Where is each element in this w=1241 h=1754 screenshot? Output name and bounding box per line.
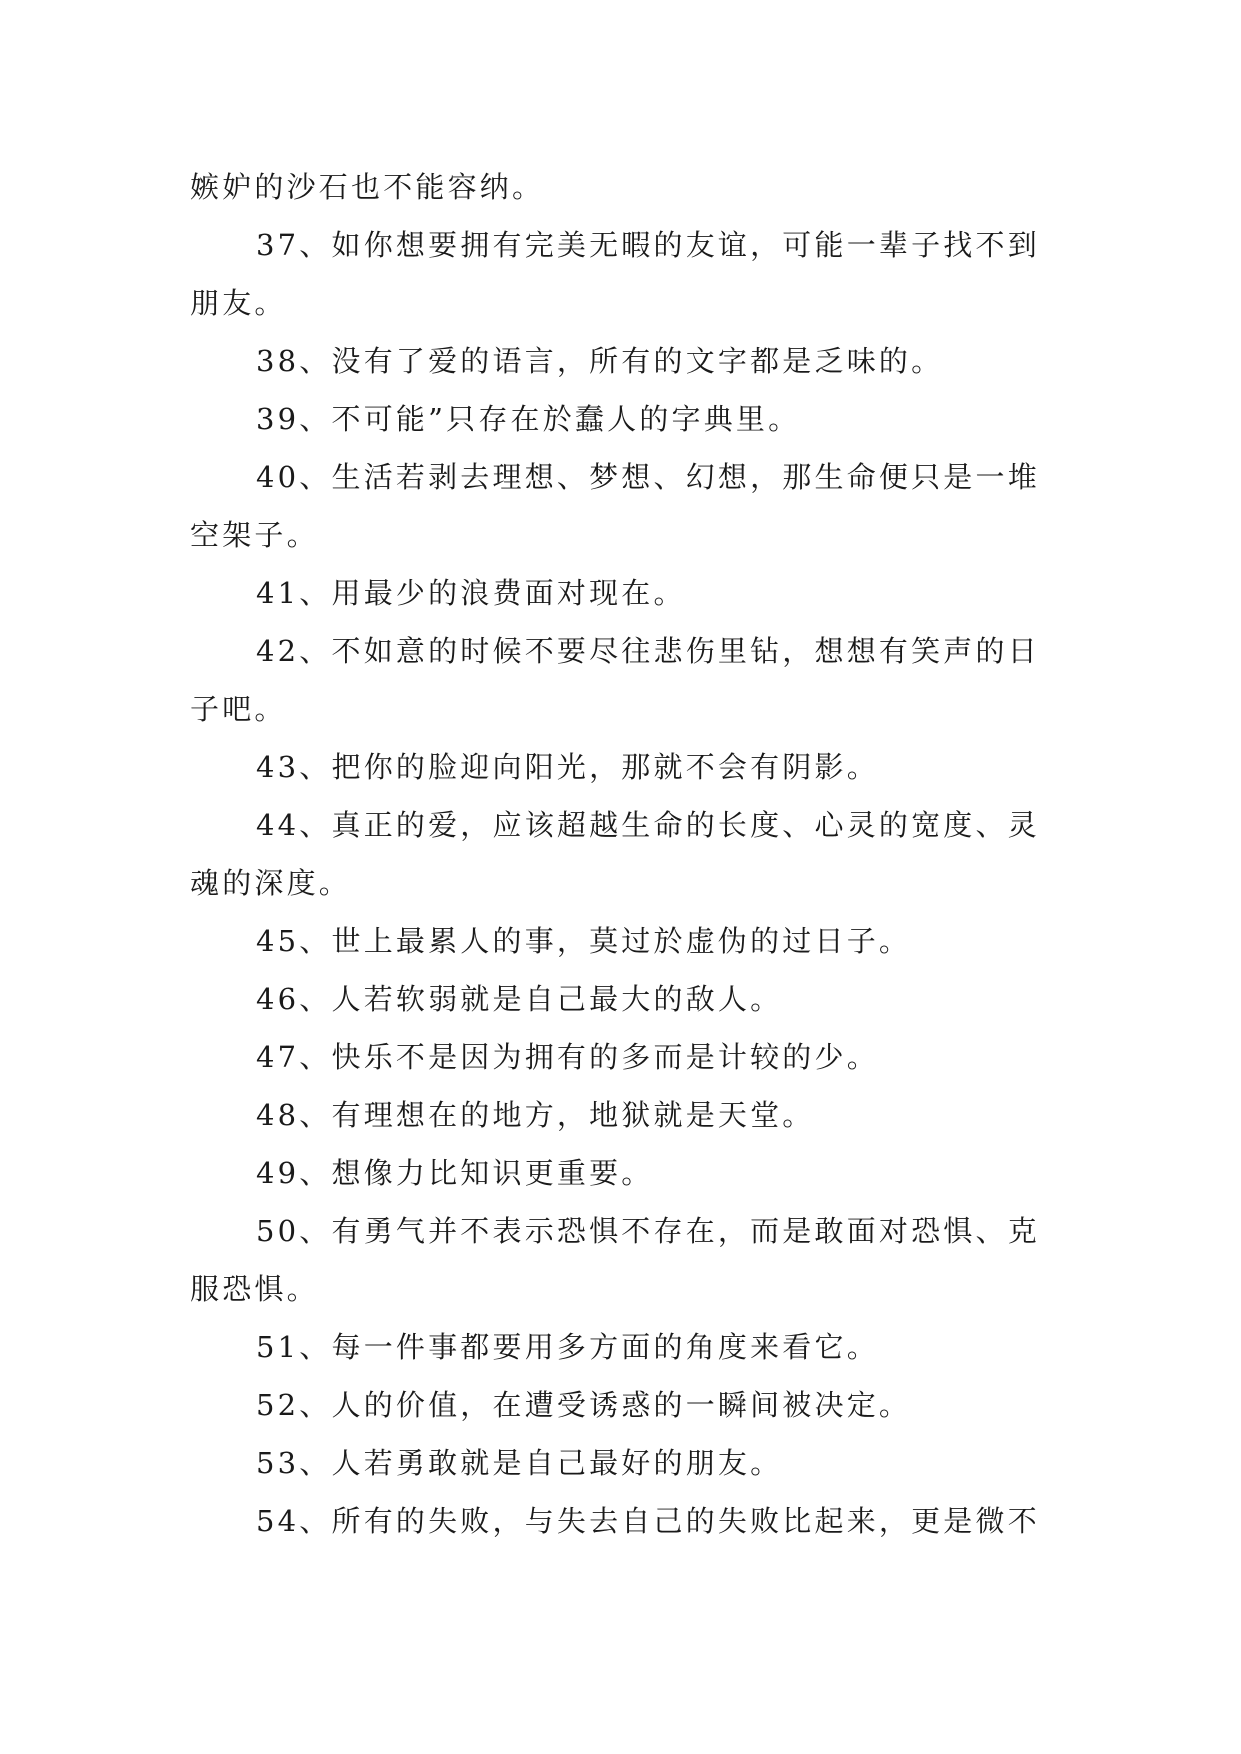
quote-53: 53、人若勇敢就是自己最好的朋友。 [256,1446,783,1480]
quote-38: 38、没有了爱的语言，所有的文字都是乏味的。 [256,344,944,378]
quote-51: 51、每一件事都要用多方面的角度来看它。 [256,1330,879,1364]
quote-48: 48、有理想在的地方，地狱就是天堂。 [256,1098,815,1132]
quote-47: 47、快乐不是因为拥有的多而是计较的少。 [256,1040,879,1074]
quote-50: 50、有勇气并不表示恐惧不存在，而是敢面对恐惧、克 [256,1214,1040,1248]
text-line-7: 空架子。 [190,518,319,552]
quote-43: 43、把你的脸迎向阳光，那就不会有阴影。 [256,750,879,784]
quote-46: 46、人若软弱就是自己最大的敌人。 [256,982,783,1016]
text-line-10: 子吧。 [190,692,287,726]
text-line-13: 魂的深度。 [190,866,352,900]
quote-52: 52、人的价值，在遭受诱惑的一瞬间被决定。 [256,1388,912,1422]
quote-39: 39、不可能”只存在於蠢人的字典里。 [256,402,801,436]
text-line-20: 服恐惧。 [190,1272,319,1306]
document-body [190,158,1052,1550]
quote-40: 40、生活若剥去理想、梦想、幻想，那生命便只是一堆 [256,460,1040,494]
text-line-1: 嫉妒的沙石也不能容纳。 [190,170,545,204]
quote-37: 37、如你想要拥有完美无暇的友谊，可能一辈子找不到 [256,228,1040,262]
quote-41: 41、用最少的浪费面对现在。 [256,576,686,610]
quote-45: 45、世上最累人的事，莫过於虚伪的过日子。 [256,924,912,958]
quote-42: 42、不如意的时候不要尽往悲伤里钻，想想有笑声的日 [256,634,1040,668]
text-line-3: 朋友。 [190,286,287,320]
quote-54: 54、所有的失败，与失去自己的失败比起来，更是微不 [256,1504,1040,1538]
quote-49: 49、想像力比知识更重要。 [256,1156,654,1190]
quote-44: 44、真正的爱，应该超越生命的长度、心灵的宽度、灵 [256,808,1040,842]
